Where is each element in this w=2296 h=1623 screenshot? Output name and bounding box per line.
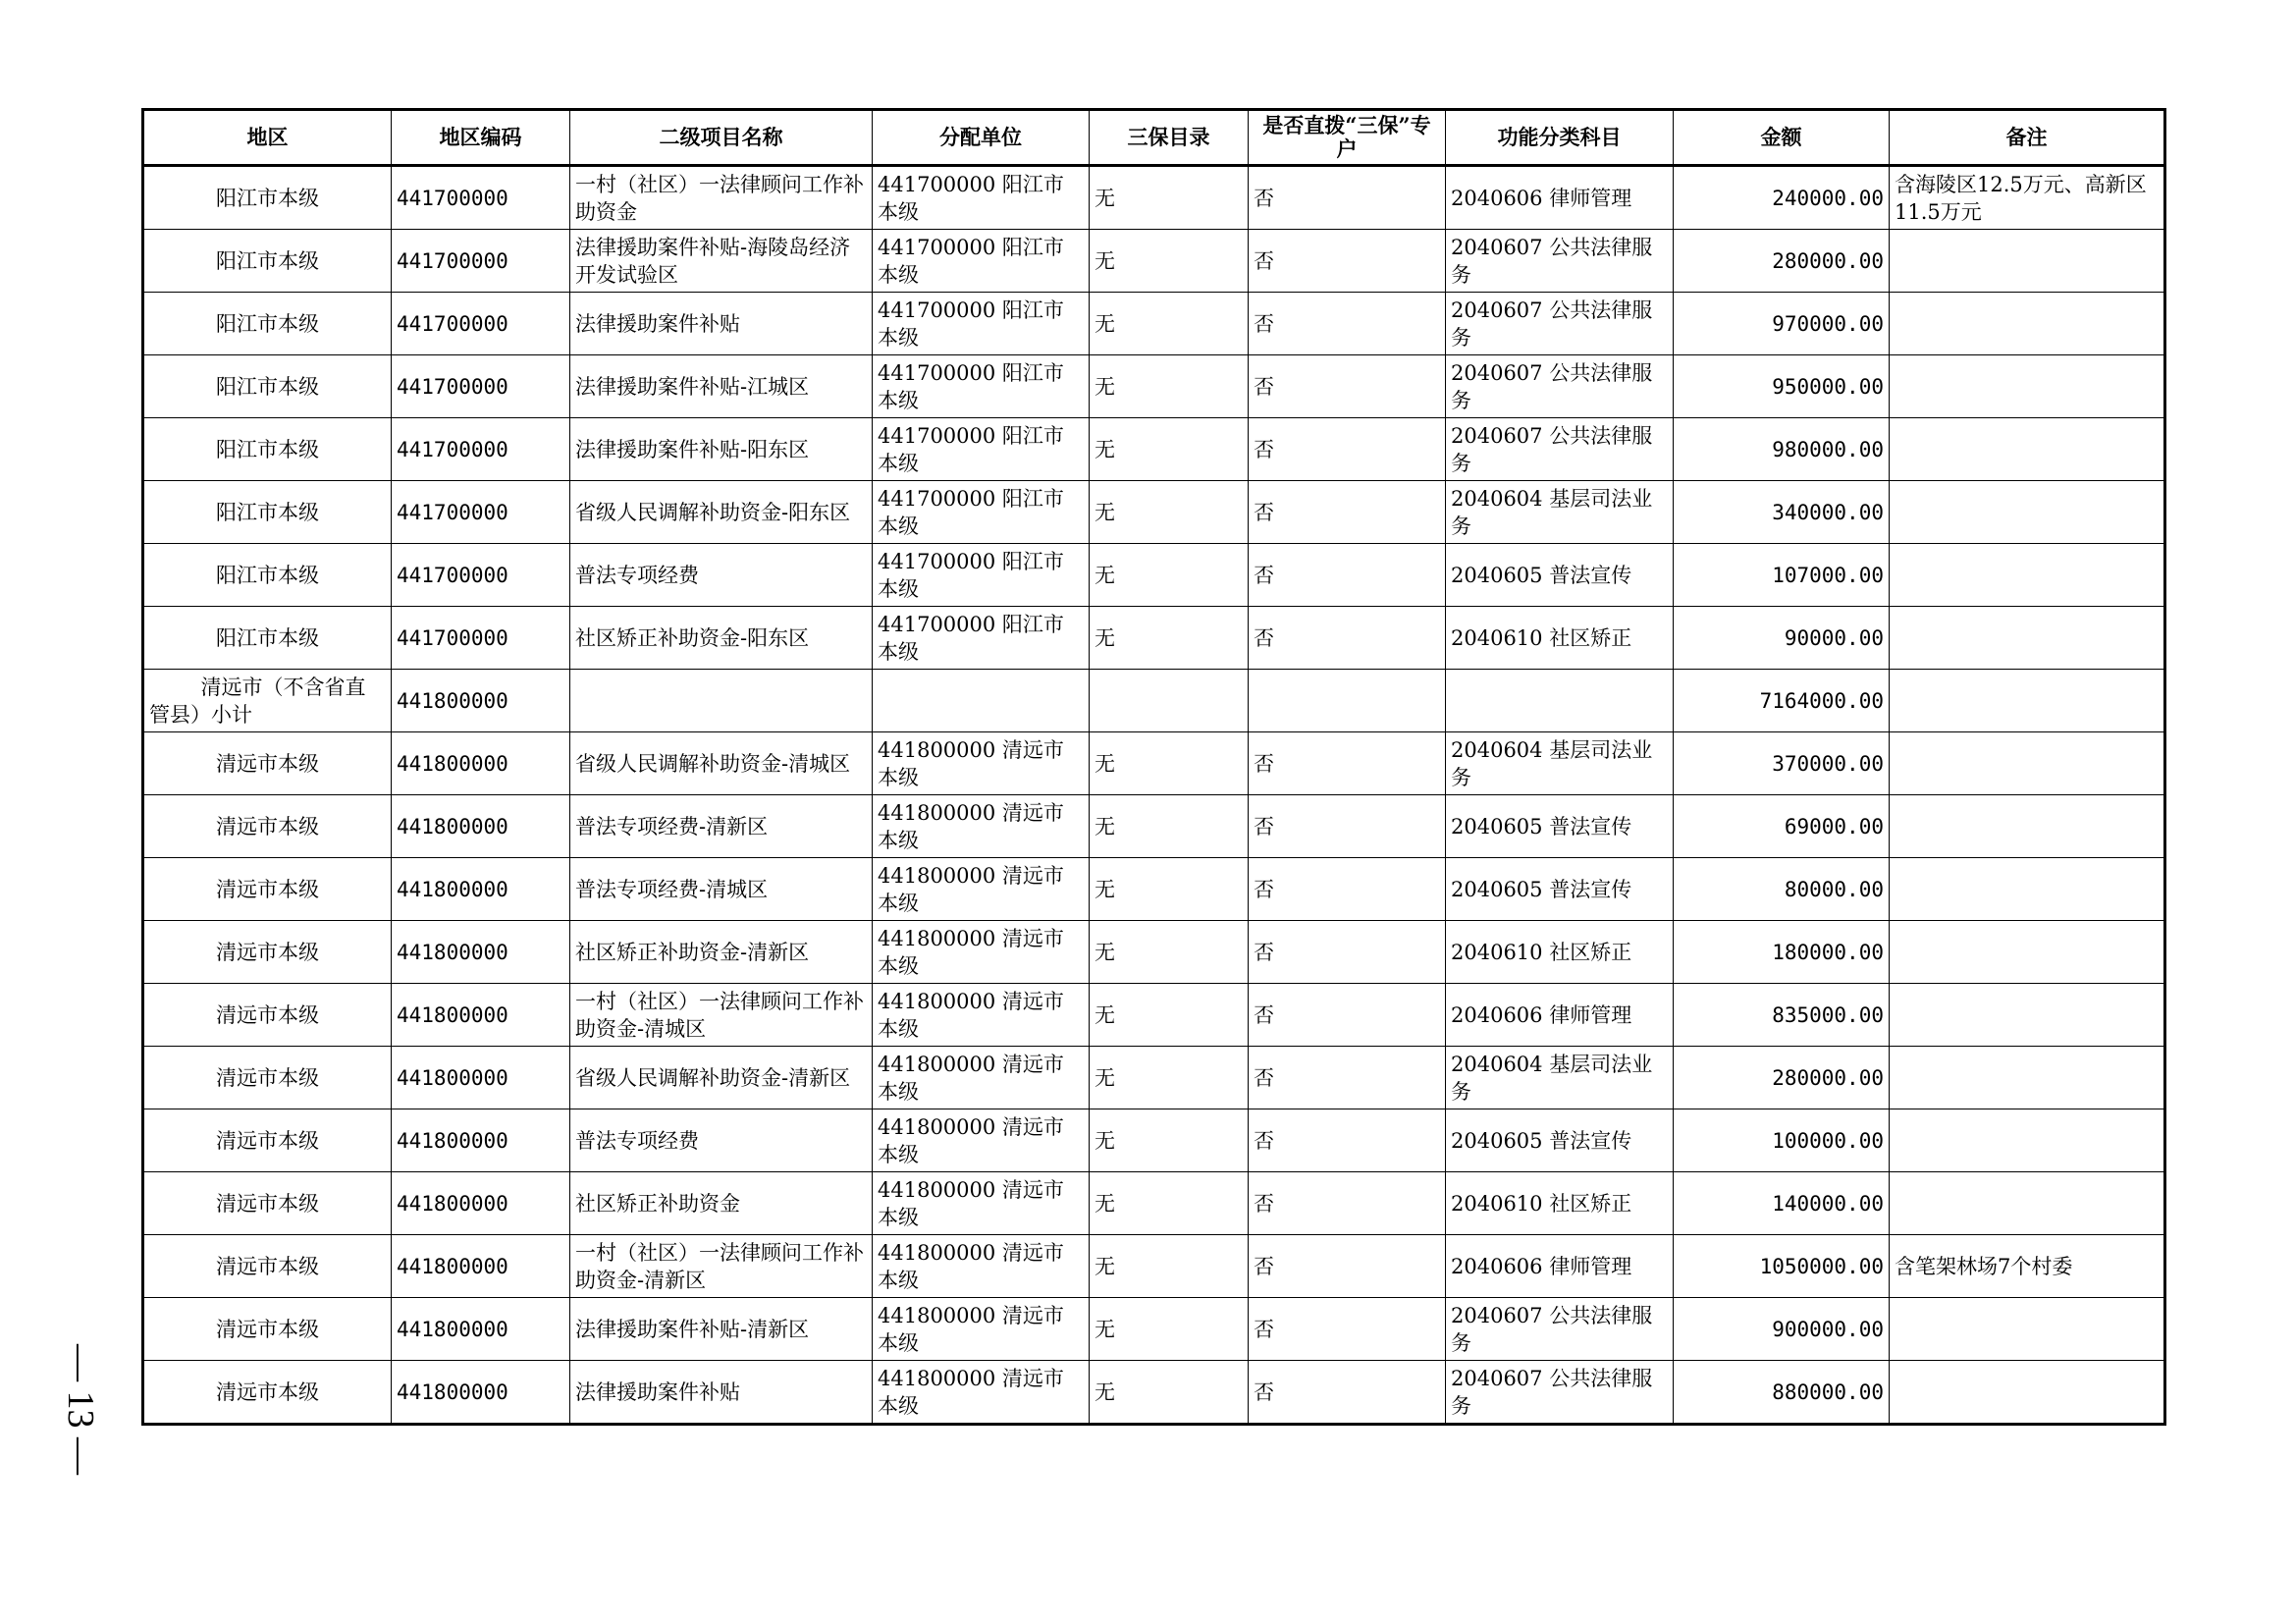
table-row [143, 858, 2165, 921]
table-row [143, 795, 2165, 858]
cell-function-category: 2040607 公共法律服务 [1446, 355, 1674, 418]
cell-allocation-unit: 441800000 清远市本级 [873, 732, 1090, 795]
cell-project-name: 普法专项经费 [570, 1109, 873, 1172]
cell-sanbao-catalog: 无 [1090, 921, 1249, 984]
cell-function-category: 2040605 普法宣传 [1446, 1109, 1674, 1172]
cell-sanbao-catalog: 无 [1090, 795, 1249, 858]
cell-amount: 7164000.00 [1674, 670, 1890, 732]
cell-project-name: 法律援助案件补贴 [570, 293, 873, 355]
cell-allocation-unit [873, 670, 1090, 732]
cell-region-code: 441800000 [392, 795, 570, 858]
allocation-table [141, 108, 2166, 1426]
table-row [143, 607, 2165, 670]
header-region-code: 地区编码 [392, 110, 570, 166]
cell-project-name [570, 670, 873, 732]
cell-allocation-unit: 441800000 清远市本级 [873, 1361, 1090, 1425]
cell-region: 清远市本级 [143, 1235, 392, 1298]
cell-sanbao-catalog: 无 [1090, 607, 1249, 670]
cell-amount: 180000.00 [1674, 921, 1890, 984]
cell-project-name: 普法专项经费-清城区 [570, 858, 873, 921]
cell-sanbao-catalog: 无 [1090, 166, 1249, 230]
cell-direct-account: 否 [1249, 732, 1446, 795]
cell-sanbao-catalog: 无 [1090, 1298, 1249, 1361]
cell-region-code: 441800000 [392, 1047, 570, 1109]
cell-allocation-unit: 441800000 清远市本级 [873, 795, 1090, 858]
cell-note [1890, 293, 2165, 355]
cell-project-name: 法律援助案件补贴 [570, 1361, 873, 1425]
cell-function-category: 2040606 律师管理 [1446, 1235, 1674, 1298]
cell-note: 含海陵区12.5万元、高新区11.5万元 [1890, 166, 2165, 230]
table-header [143, 110, 2165, 166]
table-row [143, 1172, 2165, 1235]
cell-region-code: 441700000 [392, 166, 570, 230]
cell-project-name: 一村（社区）一法律顾问工作补助资金 [570, 166, 873, 230]
cell-region-code: 441700000 [392, 355, 570, 418]
cell-direct-account: 否 [1249, 230, 1446, 293]
cell-region-code: 441800000 [392, 984, 570, 1047]
cell-sanbao-catalog: 无 [1090, 544, 1249, 607]
cell-amount: 835000.00 [1674, 984, 1890, 1047]
table-body [143, 166, 2165, 1425]
cell-function-category: 2040606 律师管理 [1446, 984, 1674, 1047]
cell-allocation-unit: 441800000 清远市本级 [873, 1235, 1090, 1298]
cell-direct-account: 否 [1249, 1109, 1446, 1172]
cell-direct-account: 否 [1249, 355, 1446, 418]
cell-region: 阳江市本级 [143, 544, 392, 607]
cell-function-category: 2040607 公共法律服务 [1446, 230, 1674, 293]
cell-region: 阳江市本级 [143, 230, 392, 293]
cell-note [1890, 481, 2165, 544]
cell-sanbao-catalog [1090, 670, 1249, 732]
cell-amount: 240000.00 [1674, 166, 1890, 230]
cell-note [1890, 1109, 2165, 1172]
cell-amount: 970000.00 [1674, 293, 1890, 355]
cell-function-category: 2040607 公共法律服务 [1446, 293, 1674, 355]
cell-region-code: 441700000 [392, 293, 570, 355]
cell-region-code: 441700000 [392, 544, 570, 607]
header-function-category: 功能分类科目 [1446, 110, 1674, 166]
cell-direct-account: 否 [1249, 795, 1446, 858]
cell-region: 阳江市本级 [143, 418, 392, 481]
cell-project-name: 省级人民调解补助资金-阳东区 [570, 481, 873, 544]
cell-project-name: 一村（社区）一法律顾问工作补助资金-清城区 [570, 984, 873, 1047]
header-note: 备注 [1890, 110, 2165, 166]
cell-project-name: 法律援助案件补贴-清新区 [570, 1298, 873, 1361]
cell-amount: 100000.00 [1674, 1109, 1890, 1172]
cell-function-category: 2040610 社区矫正 [1446, 1172, 1674, 1235]
header-allocation-unit: 分配单位 [873, 110, 1090, 166]
cell-region: 阳江市本级 [143, 166, 392, 230]
cell-region: 清远市本级 [143, 1047, 392, 1109]
cell-region: 清远市本级 [143, 984, 392, 1047]
cell-direct-account: 否 [1249, 1361, 1446, 1425]
cell-function-category: 2040605 普法宣传 [1446, 544, 1674, 607]
table-row [143, 293, 2165, 355]
header-row [143, 110, 2165, 166]
cell-sanbao-catalog: 无 [1090, 984, 1249, 1047]
table-row [143, 1047, 2165, 1109]
cell-direct-account: 否 [1249, 481, 1446, 544]
cell-project-name: 省级人民调解补助资金-清新区 [570, 1047, 873, 1109]
cell-note [1890, 230, 2165, 293]
cell-amount: 900000.00 [1674, 1298, 1890, 1361]
cell-region-code: 441800000 [392, 1298, 570, 1361]
cell-region: 阳江市本级 [143, 481, 392, 544]
cell-amount: 980000.00 [1674, 418, 1890, 481]
cell-region: 阳江市本级 [143, 293, 392, 355]
cell-region-code: 441800000 [392, 858, 570, 921]
cell-direct-account: 否 [1249, 1298, 1446, 1361]
cell-direct-account: 否 [1249, 544, 1446, 607]
cell-region-code: 441700000 [392, 418, 570, 481]
cell-function-category: 2040604 基层司法业务 [1446, 732, 1674, 795]
cell-project-name: 省级人民调解补助资金-清城区 [570, 732, 873, 795]
cell-note [1890, 984, 2165, 1047]
cell-note [1890, 355, 2165, 418]
table-row [143, 1235, 2165, 1298]
cell-region: 清远市本级 [143, 1109, 392, 1172]
cell-allocation-unit: 441700000 阳江市本级 [873, 481, 1090, 544]
cell-region-code: 441800000 [392, 732, 570, 795]
table-row [143, 732, 2165, 795]
cell-function-category: 2040610 社区矫正 [1446, 921, 1674, 984]
cell-region: 清远市本级 [143, 795, 392, 858]
cell-amount: 880000.00 [1674, 1361, 1890, 1425]
cell-amount: 69000.00 [1674, 795, 1890, 858]
cell-allocation-unit: 441700000 阳江市本级 [873, 544, 1090, 607]
cell-sanbao-catalog: 无 [1090, 230, 1249, 293]
cell-note [1890, 670, 2165, 732]
cell-function-category: 2040607 公共法律服务 [1446, 1298, 1674, 1361]
cell-sanbao-catalog: 无 [1090, 1047, 1249, 1109]
cell-project-name: 社区矫正补助资金-清新区 [570, 921, 873, 984]
cell-note [1890, 732, 2165, 795]
cell-note [1890, 795, 2165, 858]
cell-region-code: 441700000 [392, 230, 570, 293]
cell-amount: 950000.00 [1674, 355, 1890, 418]
cell-allocation-unit: 441800000 清远市本级 [873, 1172, 1090, 1235]
header-amount: 金额 [1674, 110, 1890, 166]
cell-note [1890, 1298, 2165, 1361]
cell-direct-account: 否 [1249, 418, 1446, 481]
cell-project-name: 法律援助案件补贴-江城区 [570, 355, 873, 418]
cell-project-name: 法律援助案件补贴-阳东区 [570, 418, 873, 481]
cell-direct-account: 否 [1249, 293, 1446, 355]
cell-sanbao-catalog: 无 [1090, 293, 1249, 355]
cell-function-category: 2040604 基层司法业务 [1446, 1047, 1674, 1109]
cell-allocation-unit: 441700000 阳江市本级 [873, 166, 1090, 230]
cell-allocation-unit: 441700000 阳江市本级 [873, 230, 1090, 293]
cell-note [1890, 418, 2165, 481]
cell-region: 清远市（不含省直管县）小计 [143, 670, 392, 732]
cell-sanbao-catalog: 无 [1090, 481, 1249, 544]
cell-region-code: 441800000 [392, 1109, 570, 1172]
page-number: — 13 — [60, 1343, 101, 1475]
cell-sanbao-catalog: 无 [1090, 732, 1249, 795]
cell-note [1890, 858, 2165, 921]
table-row [143, 1109, 2165, 1172]
cell-amount: 1050000.00 [1674, 1235, 1890, 1298]
cell-direct-account: 否 [1249, 984, 1446, 1047]
cell-region-code: 441800000 [392, 670, 570, 732]
cell-direct-account: 否 [1249, 1235, 1446, 1298]
cell-allocation-unit: 441800000 清远市本级 [873, 1298, 1090, 1361]
table-row [143, 481, 2165, 544]
cell-amount: 140000.00 [1674, 1172, 1890, 1235]
cell-project-name: 法律援助案件补贴-海陵岛经济开发试验区 [570, 230, 873, 293]
cell-region: 清远市本级 [143, 858, 392, 921]
cell-function-category: 2040606 律师管理 [1446, 166, 1674, 230]
cell-project-name: 一村（社区）一法律顾问工作补助资金-清新区 [570, 1235, 873, 1298]
header-project-name: 二级项目名称 [570, 110, 873, 166]
cell-allocation-unit: 441700000 阳江市本级 [873, 418, 1090, 481]
cell-region: 清远市本级 [143, 921, 392, 984]
cell-region-code: 441700000 [392, 481, 570, 544]
cell-amount: 107000.00 [1674, 544, 1890, 607]
cell-project-name: 普法专项经费 [570, 544, 873, 607]
header-direct-account: 是否直拨“三保”专户 [1249, 110, 1446, 166]
cell-allocation-unit: 441800000 清远市本级 [873, 921, 1090, 984]
cell-function-category: 2040605 普法宣传 [1446, 795, 1674, 858]
cell-amount: 370000.00 [1674, 732, 1890, 795]
cell-note [1890, 1172, 2165, 1235]
cell-sanbao-catalog: 无 [1090, 418, 1249, 481]
cell-region: 阳江市本级 [143, 607, 392, 670]
cell-direct-account: 否 [1249, 1047, 1446, 1109]
table-row [143, 1298, 2165, 1361]
cell-amount: 80000.00 [1674, 858, 1890, 921]
cell-project-name: 社区矫正补助资金-阳东区 [570, 607, 873, 670]
cell-note: 含笔架林场7个村委 [1890, 1235, 2165, 1298]
header-region: 地区 [143, 110, 392, 166]
cell-region-code: 441800000 [392, 1361, 570, 1425]
table-row [143, 984, 2165, 1047]
cell-note [1890, 1047, 2165, 1109]
cell-direct-account: 否 [1249, 1172, 1446, 1235]
cell-sanbao-catalog: 无 [1090, 1172, 1249, 1235]
cell-note [1890, 1361, 2165, 1425]
cell-note [1890, 544, 2165, 607]
cell-sanbao-catalog: 无 [1090, 355, 1249, 418]
cell-direct-account: 否 [1249, 858, 1446, 921]
cell-allocation-unit: 441700000 阳江市本级 [873, 355, 1090, 418]
header-sanbao-catalog: 三保目录 [1090, 110, 1249, 166]
cell-function-category [1446, 670, 1674, 732]
cell-sanbao-catalog: 无 [1090, 1361, 1249, 1425]
cell-allocation-unit: 441800000 清远市本级 [873, 1047, 1090, 1109]
cell-amount: 280000.00 [1674, 230, 1890, 293]
cell-function-category: 2040607 公共法律服务 [1446, 1361, 1674, 1425]
cell-sanbao-catalog: 无 [1090, 1109, 1249, 1172]
cell-direct-account [1249, 670, 1446, 732]
cell-region-code: 441800000 [392, 921, 570, 984]
cell-note [1890, 607, 2165, 670]
table-row [143, 230, 2165, 293]
cell-region-code: 441800000 [392, 1235, 570, 1298]
cell-sanbao-catalog: 无 [1090, 1235, 1249, 1298]
cell-allocation-unit: 441800000 清远市本级 [873, 1109, 1090, 1172]
table-row [143, 1361, 2165, 1425]
cell-function-category: 2040610 社区矫正 [1446, 607, 1674, 670]
cell-region: 清远市本级 [143, 732, 392, 795]
cell-allocation-unit: 441800000 清远市本级 [873, 858, 1090, 921]
cell-direct-account: 否 [1249, 921, 1446, 984]
cell-amount: 280000.00 [1674, 1047, 1890, 1109]
table-row [143, 355, 2165, 418]
table-row [143, 166, 2165, 230]
cell-function-category: 2040604 基层司法业务 [1446, 481, 1674, 544]
cell-allocation-unit: 441800000 清远市本级 [873, 984, 1090, 1047]
cell-amount: 340000.00 [1674, 481, 1890, 544]
table-row [143, 544, 2165, 607]
cell-project-name: 普法专项经费-清新区 [570, 795, 873, 858]
cell-allocation-unit: 441700000 阳江市本级 [873, 607, 1090, 670]
cell-region: 阳江市本级 [143, 355, 392, 418]
cell-function-category: 2040605 普法宣传 [1446, 858, 1674, 921]
cell-function-category: 2040607 公共法律服务 [1446, 418, 1674, 481]
cell-allocation-unit: 441700000 阳江市本级 [873, 293, 1090, 355]
cell-direct-account: 否 [1249, 607, 1446, 670]
cell-region-code: 441700000 [392, 607, 570, 670]
cell-region: 清远市本级 [143, 1361, 392, 1425]
cell-sanbao-catalog: 无 [1090, 858, 1249, 921]
cell-direct-account: 否 [1249, 166, 1446, 230]
table-row [143, 418, 2165, 481]
cell-region: 清远市本级 [143, 1172, 392, 1235]
cell-note [1890, 921, 2165, 984]
cell-project-name: 社区矫正补助资金 [570, 1172, 873, 1235]
cell-region-code: 441800000 [392, 1172, 570, 1235]
subtotal-row [143, 670, 2165, 732]
cell-region: 清远市本级 [143, 1298, 392, 1361]
cell-amount: 90000.00 [1674, 607, 1890, 670]
table-row [143, 921, 2165, 984]
